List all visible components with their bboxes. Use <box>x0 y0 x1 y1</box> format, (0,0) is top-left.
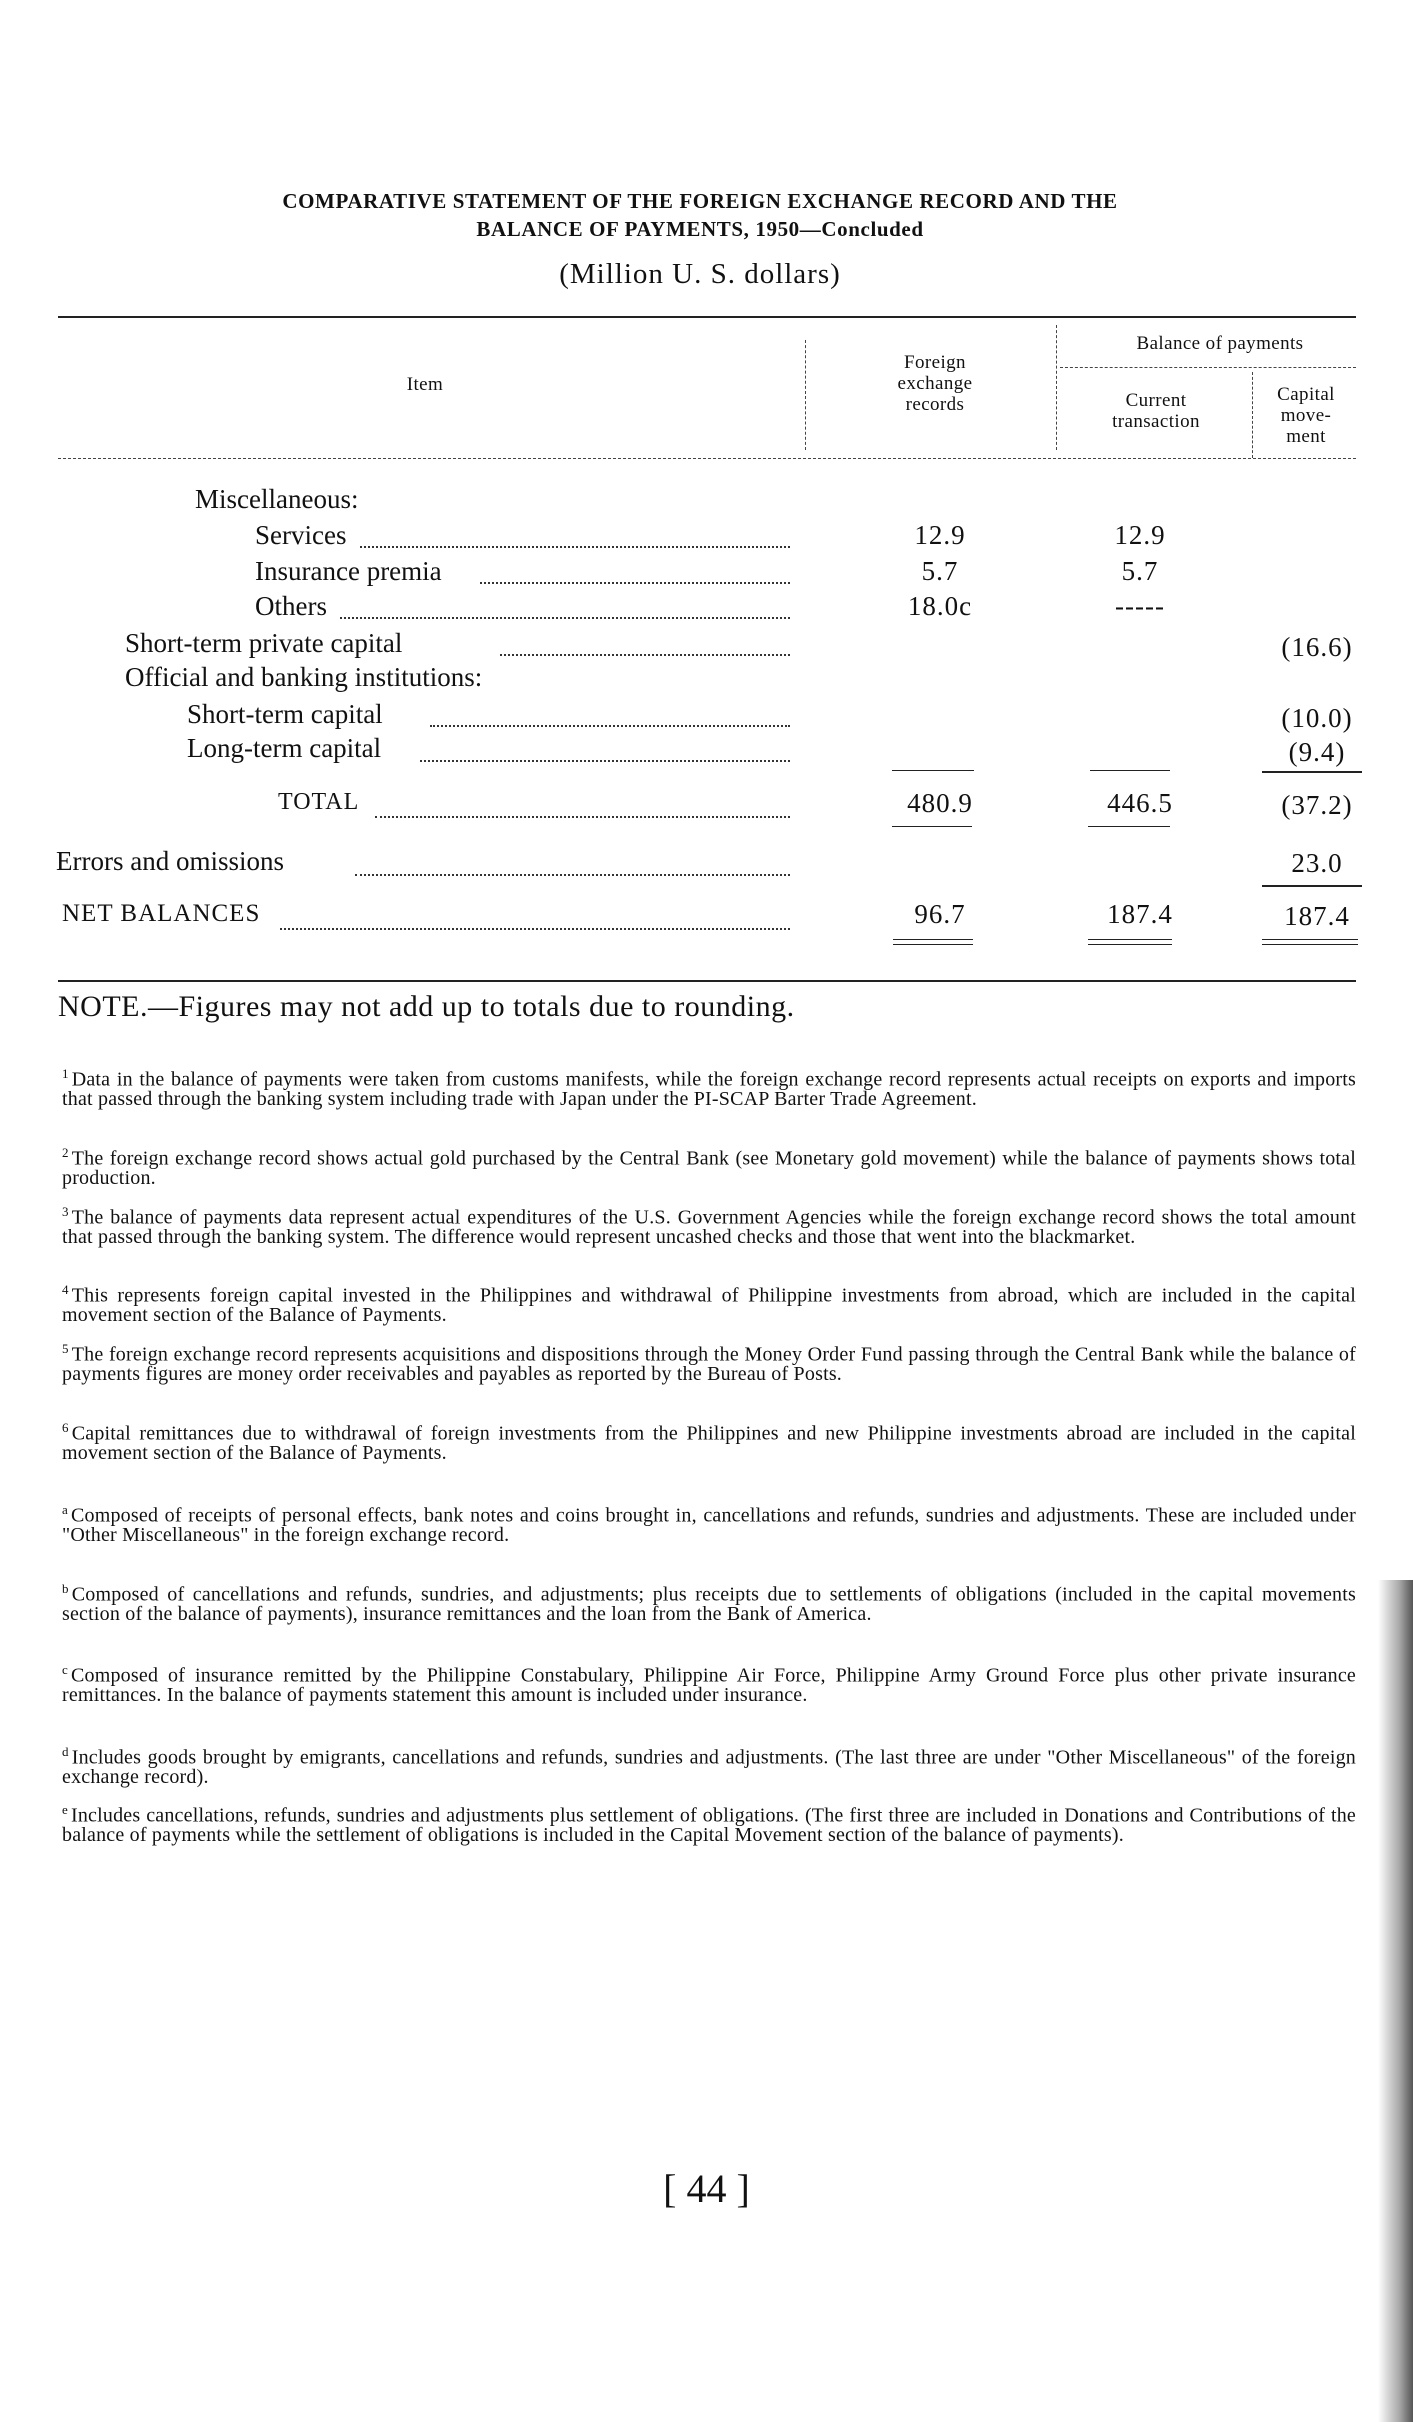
title-line-2: BALANCE OF PAYMENTS, 1950—Concluded <box>476 217 924 241</box>
total-underline-fx <box>892 826 972 827</box>
row-label: Others <box>255 591 331 621</box>
subtotal-underline-current <box>1090 770 1170 771</box>
footnote-text: The foreign exchange record represents acquisitions and dispositions through the Money Order Fund passing through the Central Bank while the balance of payments figures are money order receivables and payables as reported by the Bureau of Posts. <box>62 1343 1356 1385</box>
subtotal-underline-fx <box>892 770 974 771</box>
cell-current: ----- <box>1115 591 1165 621</box>
footnote-mark: 4 <box>62 1282 69 1297</box>
header-capital-line-3: ment <box>1286 426 1326 447</box>
rounding-note: NOTE.—Figures may not add up to totals due to rounding. <box>58 990 795 1023</box>
cell-fx: 96.7 <box>914 899 966 929</box>
footnote-text: Composed of cancellations and refunds, sundries, and adjustments; plus receipts due to settlements of obligations (included in the capital movements section of the balance of payments), insurance remittances and the loan from the Bank of America. <box>62 1583 1356 1625</box>
footnote-mark: a <box>62 1502 68 1517</box>
net-dbl-fx-1 <box>893 939 973 940</box>
footnote-text: Composed of receipts of personal effects, bank notes and coins brought in, cancellations and refunds, sundries and adjustments. These are included under "Other Miscellaneous" in the foreign exchange record. <box>62 1504 1356 1546</box>
header-bottom-rule <box>58 458 1356 459</box>
cell-capital: (9.4) <box>1288 737 1346 767</box>
dot-leader <box>420 760 790 762</box>
cell-fx: 18.0c <box>907 591 973 621</box>
header-capital-line-2: move- <box>1280 405 1332 426</box>
dot-leader <box>340 617 790 619</box>
footnote-mark: d <box>62 1744 69 1759</box>
row-label: Long-term capital <box>187 733 385 763</box>
table-bottom-rule <box>58 980 1356 982</box>
footnote-text: Data in the balance of payments were taken from customs manifests, while the foreign exchange record represents actual receipts on exports and imports that passed through the banking system including trade with Japan under the PI-SCAP Barter Trade Agreement. <box>62 1068 1356 1110</box>
cell-fx: 480.9 <box>907 788 973 818</box>
net-dbl-capital-1 <box>1262 939 1358 940</box>
dot-leader <box>375 816 790 818</box>
row-label: Insurance premia <box>255 556 446 586</box>
cell-current: 5.7 <box>1121 556 1159 586</box>
footnote <box>62 1143 1356 1188</box>
footnote <box>62 1579 1356 1624</box>
footnote <box>62 1280 1356 1325</box>
footnote-text: Includes cancellations, refunds, sundries and adjustments plus settlement of obligations. (The first three are included in Donations and Contributions of the balance of payments while the settlement of obligations is included in the Capital Movement section of the balance of payments). <box>62 1804 1356 1846</box>
total-underline-current <box>1088 826 1170 827</box>
subtotal-underline-capital <box>1262 771 1362 773</box>
cell-capital: (37.2) <box>1281 790 1353 820</box>
footnote-mark: 5 <box>62 1341 69 1356</box>
header-current-line-1: Current <box>1125 390 1187 411</box>
footnote <box>62 1339 1356 1384</box>
header-balance-of-payments: Balance of payments <box>1136 333 1304 354</box>
footnote-mark: e <box>62 1802 68 1817</box>
header-fx-line-2: exchange <box>897 373 973 394</box>
row-label: Errors and omissions <box>56 846 288 876</box>
dot-leader <box>430 725 790 727</box>
header-foreign-exchange <box>835 352 1035 415</box>
header-divider-2 <box>1056 325 1057 450</box>
row-label: NET BALANCES <box>62 900 264 927</box>
scan-edge-shadow <box>1378 1580 1413 2422</box>
footnote-text: Composed of insurance remitted by the Philippine Constabulary, Philippine Air Force, Philippine Army Ground Force plus other private insurance remittances. In the balance of payments statement this amount is included under insurance. <box>62 1664 1356 1706</box>
header-capital-movement <box>1256 384 1356 447</box>
cell-current: 446.5 <box>1107 788 1173 818</box>
header-current-transaction <box>1060 390 1252 432</box>
footnote <box>62 1064 1356 1109</box>
footnote-text: Includes goods brought by emigrants, cancellations and refunds, sundries and adjustments. (The last three are under "Other Miscellaneous" of the foreign exchange record). <box>62 1746 1356 1788</box>
footnote-mark: 1 <box>62 1066 69 1081</box>
header-divider-1 <box>805 340 806 450</box>
balance-group-rule <box>1060 367 1356 368</box>
row-label: Short-term capital <box>187 699 387 729</box>
net-dbl-current-2 <box>1088 944 1172 945</box>
footnote <box>62 1202 1356 1247</box>
row-label: Services <box>255 520 350 550</box>
title-line-1: COMPARATIVE STATEMENT OF THE FOREIGN EXCHANGE RECORD AND THE <box>282 189 1118 213</box>
dot-leader <box>500 654 790 656</box>
footnote-mark: c <box>62 1662 68 1677</box>
footnote-text: Capital remittances due to withdrawal of foreign investments from the Philippines and new Philippine investments abroad are included in the capital movement section of the Balance of Payments. <box>62 1422 1356 1464</box>
footnote-text: This represents foreign capital invested in the Philippines and withdrawal of Philippine investments from abroad, which are included in the capital movement section of the Balance of Payments. <box>62 1284 1356 1326</box>
table-top-rule <box>58 316 1356 318</box>
net-dbl-current-1 <box>1088 939 1172 940</box>
header-current-line-2: transaction <box>1112 411 1200 432</box>
page-number: [ 44 ] <box>663 2166 750 2211</box>
header-fx-line-3: records <box>905 394 965 415</box>
cell-fx: 5.7 <box>921 556 959 586</box>
footnote-text: The foreign exchange record shows actual gold purchased by the Central Bank (see Monetary gold movement) while the balance of payments shows total production. <box>62 1147 1356 1189</box>
row-label: TOTAL <box>278 789 363 815</box>
units-subtitle: (Million U. S. dollars) <box>559 258 841 290</box>
row-label: Short-term private capital <box>125 628 406 658</box>
net-dbl-fx-2 <box>893 944 973 945</box>
header-item: Item <box>406 374 444 395</box>
header-fx-line-1: Foreign <box>904 352 966 373</box>
errors-underline-capital <box>1262 885 1362 887</box>
cell-capital: (10.0) <box>1281 703 1353 733</box>
footnote <box>62 1742 1356 1787</box>
dot-leader <box>355 874 790 876</box>
dot-leader <box>280 928 790 930</box>
cell-capital: 187.4 <box>1284 901 1350 931</box>
dot-leader <box>360 546 790 548</box>
footnote <box>62 1660 1356 1705</box>
cell-current: 12.9 <box>1114 520 1166 550</box>
footnote-text: The balance of payments data represent actual expenditures of the U.S. Government Agencies while the foreign exchange record shows the total amount that passed through the banking system. The difference would represent uncashed checks and those that went into the blackmarket. <box>62 1206 1356 1248</box>
footnote <box>62 1418 1356 1463</box>
footnote <box>62 1500 1356 1545</box>
cell-capital: (16.6) <box>1281 632 1353 662</box>
footnote-mark: 6 <box>62 1420 69 1435</box>
dot-leader <box>480 582 790 584</box>
net-dbl-capital-2 <box>1262 944 1358 945</box>
row-label: Miscellaneous: <box>195 484 362 514</box>
footnote <box>62 1800 1356 1845</box>
footnote-mark: b <box>62 1581 69 1596</box>
footnote-mark: 3 <box>62 1204 69 1219</box>
cell-capital: 23.0 <box>1291 848 1343 878</box>
header-divider-3 <box>1252 372 1253 458</box>
header-capital-line-1: Capital <box>1277 384 1335 405</box>
cell-current: 187.4 <box>1107 899 1173 929</box>
row-label: Official and banking institutions: <box>125 662 486 692</box>
cell-fx: 12.9 <box>914 520 966 550</box>
footnote-mark: 2 <box>62 1145 69 1160</box>
